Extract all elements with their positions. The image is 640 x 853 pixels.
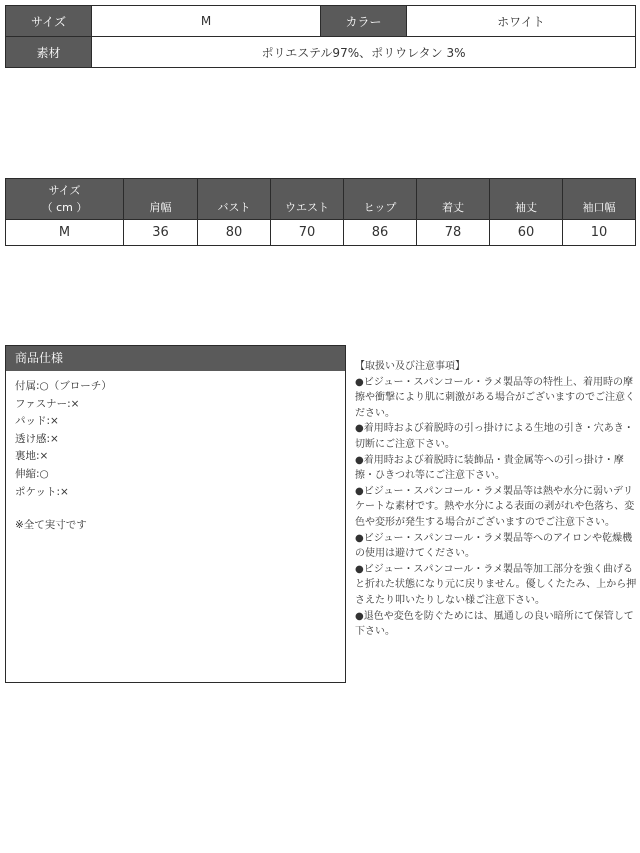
- column-header-hip: ヒップ: [344, 179, 417, 220]
- row-size: M: [6, 220, 124, 246]
- corner-label-line1: サイズ: [48, 184, 81, 197]
- cell-cuff: 10: [563, 220, 636, 246]
- spec-item-lining: 裏地:×: [15, 450, 49, 463]
- spec-list: [6, 371, 345, 501]
- spec-item-pocket: ポケット:×: [15, 485, 69, 498]
- spec-item-accessory: 付属:○（ブローチ）: [15, 380, 112, 392]
- column-header-sleeve: 袖丈: [490, 179, 563, 220]
- cell-length: 78: [417, 220, 490, 246]
- spec-note: ※全て実寸です: [15, 519, 87, 532]
- color-value: ホワイト: [407, 6, 636, 37]
- column-header-bust: バスト: [198, 179, 271, 220]
- color-label: カラー: [321, 6, 407, 37]
- cell-waist: 70: [271, 220, 344, 246]
- spec-item-stretch: 伸縮:○: [15, 467, 49, 480]
- care-list: [355, 375, 637, 640]
- size-chart-table: [5, 178, 636, 246]
- spec-item-sheerness: 透け感:×: [15, 432, 59, 445]
- product-spec-box: [5, 345, 346, 683]
- cell-bust: 80: [198, 220, 271, 246]
- size-chart-header-row: [6, 179, 636, 220]
- care-item-friction: ●ビジュー・スパンコール・ラメ製品等の特性上、着用時の摩擦や衝撃により肌に刺激がある場合がございますのでご注意ください。: [355, 376, 635, 419]
- material-label: 素材: [6, 37, 92, 68]
- spec-item-zipper: ファスナー:×: [15, 397, 80, 410]
- spec-item-pad: パッド:×: [15, 415, 59, 428]
- info-row-material: [6, 37, 636, 68]
- corner-label-line2: （ cm ）: [41, 201, 88, 214]
- spec-title: 商品仕様: [6, 346, 345, 371]
- table-row: [6, 220, 636, 246]
- cell-sleeve: 60: [490, 220, 563, 246]
- care-item-snag-fabric: ●着用時および着脱時の引っ掛けによる生地の引き・穴あき・切断にご注意下さい。: [355, 423, 634, 450]
- care-title: 【取扱い及び注意事項】: [355, 361, 465, 372]
- care-item-iron-dryer: ●ビジュー・スパンコール・ラメ製品等へのアイロンや乾燥機の使用は避けてください。: [355, 532, 633, 560]
- product-info-table: [5, 5, 636, 68]
- column-header-cuff: 袖口幅: [563, 179, 636, 220]
- care-item-heat-moisture: ●ビジュー・スパンコール・ラメ製品等は熱や水分に弱いデリケートな素材です。熱や水分による表面の剥がれや色落ち、変色や変形が発生する場合がございますのでご注意下さい。: [355, 485, 635, 528]
- care-item-snag-accessories: ●着用時および着脱時に装飾品・貴金属等への引っ掛け・摩擦・ひきつれ等にご注意下さい。: [355, 454, 624, 482]
- size-value: M: [92, 6, 321, 37]
- column-header-waist: ウエスト: [271, 179, 344, 220]
- column-header-shoulder: 肩幅: [124, 179, 198, 220]
- care-item-bending: ●ビジュー・スパンコール・ラメ製品等加工部分を強く曲げると折れた状態になり元に戻りません。優しくたたみ、上から押さえたり叩いたりしない様ご注意下さい。: [355, 563, 637, 606]
- info-row-size-color: [6, 6, 636, 37]
- cell-hip: 86: [344, 220, 417, 246]
- care-notes: [355, 359, 637, 640]
- size-chart-corner-header: [6, 179, 124, 220]
- cell-shoulder: 36: [124, 220, 198, 246]
- size-label: サイズ: [6, 6, 92, 37]
- column-header-length: 着丈: [417, 179, 490, 220]
- care-item-storage: ●退色や変色を防ぐためには、風通しの良い暗所にて保管して下さい。: [355, 610, 634, 638]
- material-value: ポリエステル97%、ポリウレタン 3%: [92, 37, 636, 68]
